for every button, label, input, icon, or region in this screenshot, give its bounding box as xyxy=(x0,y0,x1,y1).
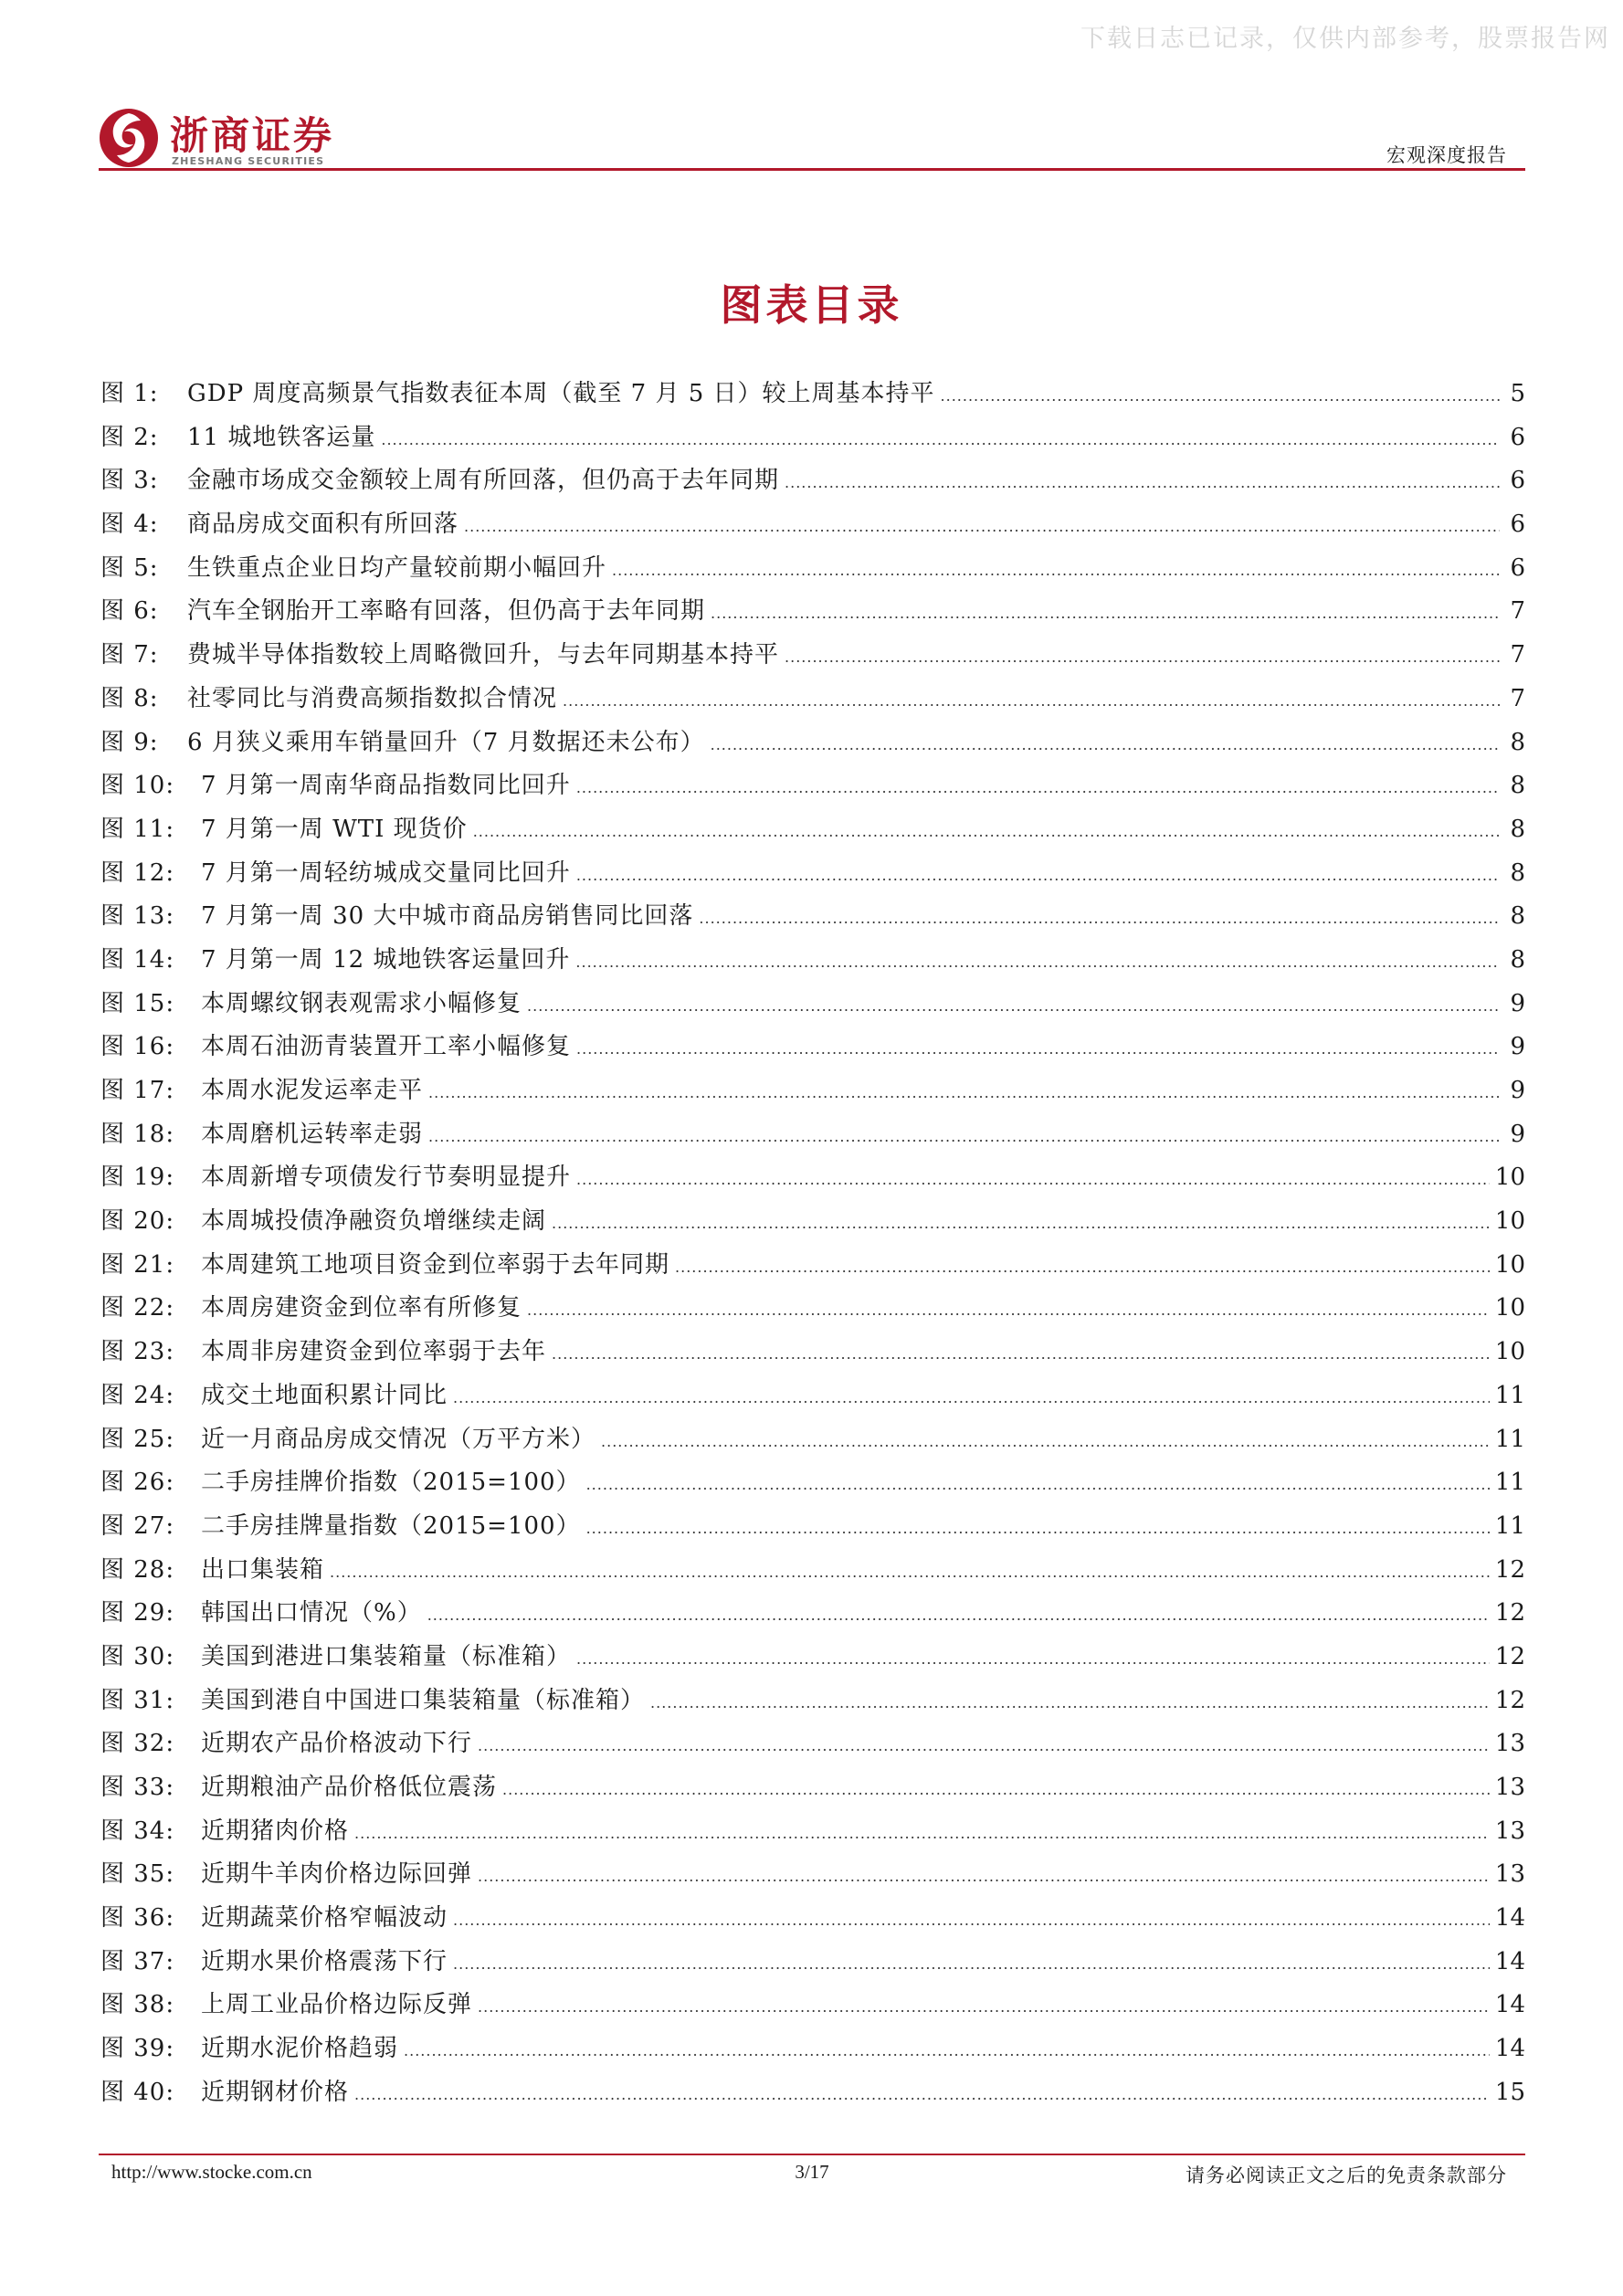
toc-dot-leader xyxy=(354,2073,1490,2117)
toc-entry[interactable] xyxy=(100,1941,1525,1985)
footer-url-link[interactable]: http://www.stocke.com.cn xyxy=(111,2161,312,2183)
toc-entry-label: 图 8: xyxy=(100,684,159,712)
toc-entry-page-number: 8 xyxy=(1510,945,1525,974)
toc-entry[interactable] xyxy=(100,1897,1525,1941)
toc-entry-label: 图 37: xyxy=(100,1947,175,1975)
toc-dot-leader xyxy=(478,1855,1490,1899)
toc-entry-title[interactable]: 近期水泥价格趋弱 xyxy=(201,2035,399,2063)
toc-dot-leader xyxy=(502,1768,1490,1812)
toc-entry-title[interactable]: 近期蔬菜价格窄幅波动 xyxy=(201,1904,448,1933)
toc-entry-title[interactable]: 汽车全钢胎开工率略有回落，但仍高于去年同期 xyxy=(187,597,706,626)
toc-title: 图表目录 xyxy=(720,280,903,330)
toc-entry[interactable] xyxy=(100,634,1525,678)
toc-entry-label: 图 39: xyxy=(100,2035,175,2063)
toc-dot-leader xyxy=(552,1332,1490,1376)
toc-entry-page-number: 9 xyxy=(1510,1033,1525,1061)
toc-entry-page-number: 11 xyxy=(1494,1511,1525,1540)
toc-entry-page-number: 7 xyxy=(1510,641,1525,669)
toc-entry-label: 图 2: xyxy=(100,423,159,451)
toc-entry-title[interactable]: 近期牛羊肉价格边际回弹 xyxy=(201,1860,473,1889)
toc-entry-label: 图 11: xyxy=(100,815,175,843)
toc-entry-label: 图 5: xyxy=(100,553,159,582)
toc-entry-title[interactable]: 本周建筑工地项目资金到位率弱于去年同期 xyxy=(201,1250,670,1279)
toc-dot-leader xyxy=(473,810,1500,854)
toc-dot-leader xyxy=(381,418,1500,462)
toc-entry[interactable] xyxy=(100,459,1525,503)
toc-entry-label: 图 33: xyxy=(100,1774,175,1801)
toc-entry[interactable] xyxy=(100,678,1525,721)
toc-entry-label: 图 40: xyxy=(100,2078,175,2106)
toc-entry-page-number: 6 xyxy=(1510,511,1525,539)
toc-entry-title[interactable]: 商品房成交面积有所回落 xyxy=(187,511,459,539)
toc-entry-title[interactable]: 美国到港自中国进口集装箱量（标准箱） xyxy=(201,1686,646,1714)
toc-dot-leader xyxy=(785,636,1500,679)
toc-entry-title[interactable]: 11 城地铁客运量 xyxy=(187,423,376,451)
toc-entry[interactable] xyxy=(100,983,1525,1027)
toc-entry-title[interactable]: 7 月第一周 30 大中城市商品房销售同比回落 xyxy=(201,902,694,931)
toc-dot-leader xyxy=(576,854,1500,898)
toc-dot-leader xyxy=(711,592,1500,636)
toc-dot-leader xyxy=(576,1158,1490,1202)
toc-entry-page-number: 8 xyxy=(1510,902,1525,931)
toc-entry-title[interactable]: 6 月狭义乘用车销量回升（7 月数据还未公布） xyxy=(187,728,705,756)
toc-entry-title[interactable]: 成交土地面积累计同比 xyxy=(201,1381,448,1409)
toc-dot-leader xyxy=(527,985,1500,1028)
toc-dot-leader xyxy=(427,1594,1490,1638)
toc-entry-label: 图 9: xyxy=(100,728,159,756)
toc-entry-page-number: 8 xyxy=(1510,772,1525,800)
toc-dot-leader xyxy=(576,1027,1500,1071)
toc-entry-page-number: 12 xyxy=(1494,1642,1525,1670)
toc-entry-title[interactable]: 本周房建资金到位率有所修复 xyxy=(201,1294,522,1322)
toc-entry-page-number: 13 xyxy=(1494,1730,1525,1758)
toc-entry[interactable] xyxy=(100,1156,1525,1200)
toc-dot-leader xyxy=(675,1246,1490,1290)
toc-entry-label: 图 3: xyxy=(100,467,159,495)
toc-dot-leader xyxy=(586,1507,1490,1551)
toc-entry[interactable] xyxy=(100,1592,1525,1636)
toc-entry-title[interactable]: 社零同比与消费高频指数拟合情况 xyxy=(187,684,558,712)
toc-entry-page-number: 14 xyxy=(1494,1947,1525,1975)
toc-dot-leader xyxy=(576,766,1500,810)
toc-entry-page-number: 11 xyxy=(1494,1469,1525,1497)
toc-entry-title[interactable]: 本周非房建资金到位率弱于去年 xyxy=(201,1338,547,1366)
toc-entry-page-number: 9 xyxy=(1510,1077,1525,1104)
toc-dot-leader xyxy=(453,1899,1490,1943)
toc-entry-label: 图 38: xyxy=(100,1991,175,2019)
toc-entry-label: 图 32: xyxy=(100,1730,175,1758)
toc-entry-page-number: 8 xyxy=(1510,815,1525,843)
footer-page-number: 3/17 xyxy=(795,2161,829,2183)
toc-entry[interactable] xyxy=(100,1766,1525,1810)
footer-divider xyxy=(99,2154,1525,2155)
toc-dot-leader xyxy=(711,723,1500,767)
toc-entry-label: 图 27: xyxy=(100,1511,175,1540)
toc-entry-title[interactable]: 近期农产品价格波动下行 xyxy=(201,1730,473,1758)
toc-dot-leader xyxy=(453,1376,1490,1420)
toc-entry[interactable] xyxy=(100,1026,1525,1069)
toc-entry-title[interactable]: 美国到港进口集装箱量（标准箱） xyxy=(201,1642,572,1670)
toc-entry[interactable] xyxy=(100,1853,1525,1897)
toc-entry[interactable] xyxy=(100,1680,1525,1723)
toc-dot-leader xyxy=(404,2029,1490,2073)
logo-chinese-name: 浙商证券 xyxy=(170,113,335,158)
toc-entry-label: 图 23: xyxy=(100,1338,175,1366)
toc-entry-title[interactable]: 费城半导体指数较上周略微回升，与去年同期基本持平 xyxy=(187,641,780,669)
toc-entry-title[interactable]: 韩国出口情况（%） xyxy=(201,1599,422,1627)
toc-entry-title[interactable]: 上周工业品价格边际反弹 xyxy=(201,1991,473,2019)
toc-entry-label: 图 26: xyxy=(100,1469,175,1497)
toc-entry-title[interactable]: 近期粮油产品价格低位震荡 xyxy=(201,1774,498,1801)
toc-entry-page-number: 9 xyxy=(1510,1120,1525,1148)
toc-entry-label: 图 20: xyxy=(100,1207,175,1236)
toc-entry-page-number: 8 xyxy=(1510,728,1525,756)
toc-entry-label: 图 14: xyxy=(100,945,175,974)
toc-entry[interactable] xyxy=(100,1374,1525,1418)
toc-entry[interactable] xyxy=(100,1113,1525,1157)
toc-entry[interactable] xyxy=(100,808,1525,852)
toc-entry-page-number: 10 xyxy=(1494,1250,1525,1279)
logo-emblem-icon xyxy=(99,108,159,168)
header-divider xyxy=(99,168,1525,171)
toc-entry[interactable] xyxy=(100,1810,1525,1854)
toc-dot-leader xyxy=(699,897,1500,941)
toc-dot-leader xyxy=(478,1724,1490,1768)
toc-entry-label: 图 6: xyxy=(100,597,159,626)
page-header xyxy=(99,102,1525,175)
toc-entry[interactable] xyxy=(100,1200,1525,1244)
toc-entry-label: 图 29: xyxy=(100,1599,175,1627)
toc-entry-label: 图 16: xyxy=(100,1033,175,1061)
toc-entry-title[interactable]: 生铁重点企业日均产量较前期小幅回升 xyxy=(187,553,607,582)
toc-entry-page-number: 14 xyxy=(1494,1904,1525,1933)
toc-entry[interactable] xyxy=(100,1549,1525,1593)
toc-entry-label: 图 17: xyxy=(100,1077,175,1104)
toc-dot-leader xyxy=(601,1420,1490,1464)
page-footer xyxy=(99,2161,1525,2197)
toc-entry-label: 图 30: xyxy=(100,1642,175,1670)
toc-entry-page-number: 10 xyxy=(1494,1164,1525,1192)
toc-entry-label: 图 21: xyxy=(100,1250,175,1279)
toc-entry[interactable] xyxy=(100,1331,1525,1374)
toc-entry-page-number: 6 xyxy=(1510,467,1525,495)
toc-entry[interactable] xyxy=(100,721,1525,765)
toc-entry[interactable] xyxy=(100,852,1525,896)
toc-entry[interactable] xyxy=(100,590,1525,634)
toc-entry-page-number: 13 xyxy=(1494,1774,1525,1801)
toc-dot-leader xyxy=(527,1289,1490,1332)
toc-entry-label: 图 1: xyxy=(100,380,159,407)
toc-dot-leader xyxy=(464,505,1500,549)
toc-entry-label: 图 22: xyxy=(100,1294,175,1322)
toc-dot-leader xyxy=(453,1943,1490,1986)
toc-entry-label: 图 25: xyxy=(100,1425,175,1453)
toc-dot-leader xyxy=(612,549,1500,593)
toc-dot-leader xyxy=(576,1638,1490,1681)
toc-dot-leader xyxy=(478,1985,1490,2029)
toc-entry-label: 图 34: xyxy=(100,1817,175,1845)
toc-entry-page-number: 10 xyxy=(1494,1207,1525,1236)
toc-entry-title[interactable]: 本周磨机运转率走弱 xyxy=(201,1120,424,1148)
toc-entry-page-number: 5 xyxy=(1510,380,1525,407)
toc-dot-leader xyxy=(941,374,1500,418)
toc-entry[interactable] xyxy=(100,1287,1525,1331)
toc-entry-page-number: 9 xyxy=(1510,989,1525,1017)
toc-entry-label: 图 12: xyxy=(100,858,175,887)
toc-entry-label: 图 7: xyxy=(100,641,159,669)
toc-entry[interactable] xyxy=(100,2071,1525,2115)
toc-entry-title[interactable]: 本周城投债净融资负增继续走阔 xyxy=(201,1207,547,1236)
toc-entry-page-number: 10 xyxy=(1494,1294,1525,1322)
toc-entry[interactable] xyxy=(100,1722,1525,1766)
toc-entry-title[interactable]: 近期钢材价格 xyxy=(201,2078,350,2106)
toc-entry-title[interactable]: 金融市场成交金额较上周有所回落，但仍高于去年同期 xyxy=(187,467,780,495)
watermark: 下载日志已记录，仅供内部参考，股票报告网 xyxy=(1080,25,1610,53)
toc-dot-leader xyxy=(428,1115,1500,1159)
report-type: 宏观深度报告 xyxy=(1386,144,1507,166)
toc-entry-title[interactable]: 二手房挂牌价指数（2015=100） xyxy=(201,1469,581,1497)
toc-entry[interactable] xyxy=(100,503,1525,547)
toc-dot-leader xyxy=(575,941,1500,985)
toc-entry-title[interactable]: GDP 周度高频景气指数表征本周（截至 7 月 5 日）较上周基本持平 xyxy=(187,380,935,407)
toc-dot-leader xyxy=(428,1071,1500,1115)
toc-entry-title[interactable]: 7 月第一周南华商品指数同比回升 xyxy=(201,772,571,800)
toc-dot-leader xyxy=(650,1681,1490,1725)
toc-entry-label: 图 19: xyxy=(100,1164,175,1192)
toc-entry[interactable] xyxy=(100,939,1525,983)
toc-entry-page-number: 7 xyxy=(1510,684,1525,712)
toc-entry[interactable] xyxy=(100,1636,1525,1680)
toc-entry-label: 图 10: xyxy=(100,772,175,800)
toc-entry-label: 图 4: xyxy=(100,511,159,539)
toc-entry-page-number: 8 xyxy=(1510,858,1525,887)
company-logo xyxy=(99,102,336,175)
toc-entry[interactable] xyxy=(100,373,1525,416)
toc-entry-title[interactable]: 近期猪肉价格 xyxy=(201,1817,350,1845)
toc-entry-label: 图 24: xyxy=(100,1381,175,1409)
footer-disclaimer: 请务必阅读正文之后的免责条款部分 xyxy=(1186,2164,1507,2186)
toc-entry-page-number: 14 xyxy=(1494,2035,1525,2063)
toc-entry-title[interactable]: 近一月商品房成交情况（万平方米） xyxy=(201,1425,596,1453)
toc-entry-title[interactable]: 本周螺纹钢表观需求小幅修复 xyxy=(201,989,522,1017)
toc-entry[interactable] xyxy=(100,2027,1525,2071)
toc-entry-title[interactable]: 7 月第一周 WTI 现货价 xyxy=(201,815,468,843)
toc-entry[interactable] xyxy=(100,1505,1525,1549)
toc-entry-page-number: 15 xyxy=(1494,2078,1525,2106)
toc-entry-page-number: 14 xyxy=(1494,1991,1525,2019)
logo-english-name: ZHESHANG SECURITIES xyxy=(172,155,325,167)
toc-entry-title[interactable]: 本周新增专项债发行节奏明显提升 xyxy=(201,1164,572,1192)
toc-entry-page-number: 12 xyxy=(1494,1599,1525,1627)
toc-entry-page-number: 6 xyxy=(1510,553,1525,582)
toc-entry-page-number: 13 xyxy=(1494,1860,1525,1889)
toc-entry-title[interactable]: 出口集装箱 xyxy=(201,1555,325,1584)
toc-entry-label: 图 35: xyxy=(100,1860,175,1889)
toc-entry[interactable] xyxy=(100,1069,1525,1113)
toc-dot-leader xyxy=(785,461,1500,505)
toc-list xyxy=(100,373,1525,2115)
toc-dot-leader xyxy=(563,679,1500,723)
toc-entry[interactable] xyxy=(100,1418,1525,1462)
toc-entry-title[interactable]: 7 月第一周 12 城地铁客运量回升 xyxy=(201,945,571,974)
toc-entry[interactable] xyxy=(100,416,1525,460)
toc-entry-page-number: 6 xyxy=(1510,423,1525,451)
toc-entry[interactable] xyxy=(100,1244,1525,1288)
toc-dot-leader xyxy=(586,1463,1490,1507)
toc-entry-page-number: 7 xyxy=(1510,597,1525,626)
toc-entry-page-number: 13 xyxy=(1494,1817,1525,1845)
toc-entry-label: 图 13: xyxy=(100,902,175,931)
toc-entry-page-number: 10 xyxy=(1494,1338,1525,1366)
toc-dot-leader xyxy=(354,1812,1490,1856)
toc-entry[interactable] xyxy=(100,547,1525,591)
toc-entry-label: 图 31: xyxy=(100,1686,175,1714)
toc-entry-label: 图 28: xyxy=(100,1555,175,1584)
toc-entry-title[interactable]: 本周水泥发运率走平 xyxy=(201,1077,424,1104)
toc-entry-label: 图 36: xyxy=(100,1904,175,1933)
toc-dot-leader xyxy=(552,1202,1490,1246)
toc-entry[interactable] xyxy=(100,1461,1525,1505)
toc-entry-page-number: 12 xyxy=(1494,1555,1525,1584)
toc-entry-page-number: 11 xyxy=(1494,1381,1525,1409)
toc-entry-label: 图 15: xyxy=(100,989,175,1017)
toc-entry-title[interactable]: 本周石油沥青装置开工率小幅修复 xyxy=(201,1033,572,1061)
toc-entry-label: 图 18: xyxy=(100,1120,175,1148)
toc-dot-leader xyxy=(330,1551,1490,1595)
toc-entry-title[interactable]: 7 月第一周轻纺城成交量同比回升 xyxy=(201,858,571,887)
toc-entry[interactable] xyxy=(100,1984,1525,2027)
toc-entry-title[interactable]: 近期水果价格震荡下行 xyxy=(201,1947,448,1975)
toc-entry[interactable] xyxy=(100,764,1525,808)
toc-entry-page-number: 12 xyxy=(1494,1686,1525,1714)
toc-entry[interactable] xyxy=(100,895,1525,939)
toc-entry-page-number: 11 xyxy=(1494,1425,1525,1453)
toc-entry-title[interactable]: 二手房挂牌量指数（2015=100） xyxy=(201,1511,581,1540)
